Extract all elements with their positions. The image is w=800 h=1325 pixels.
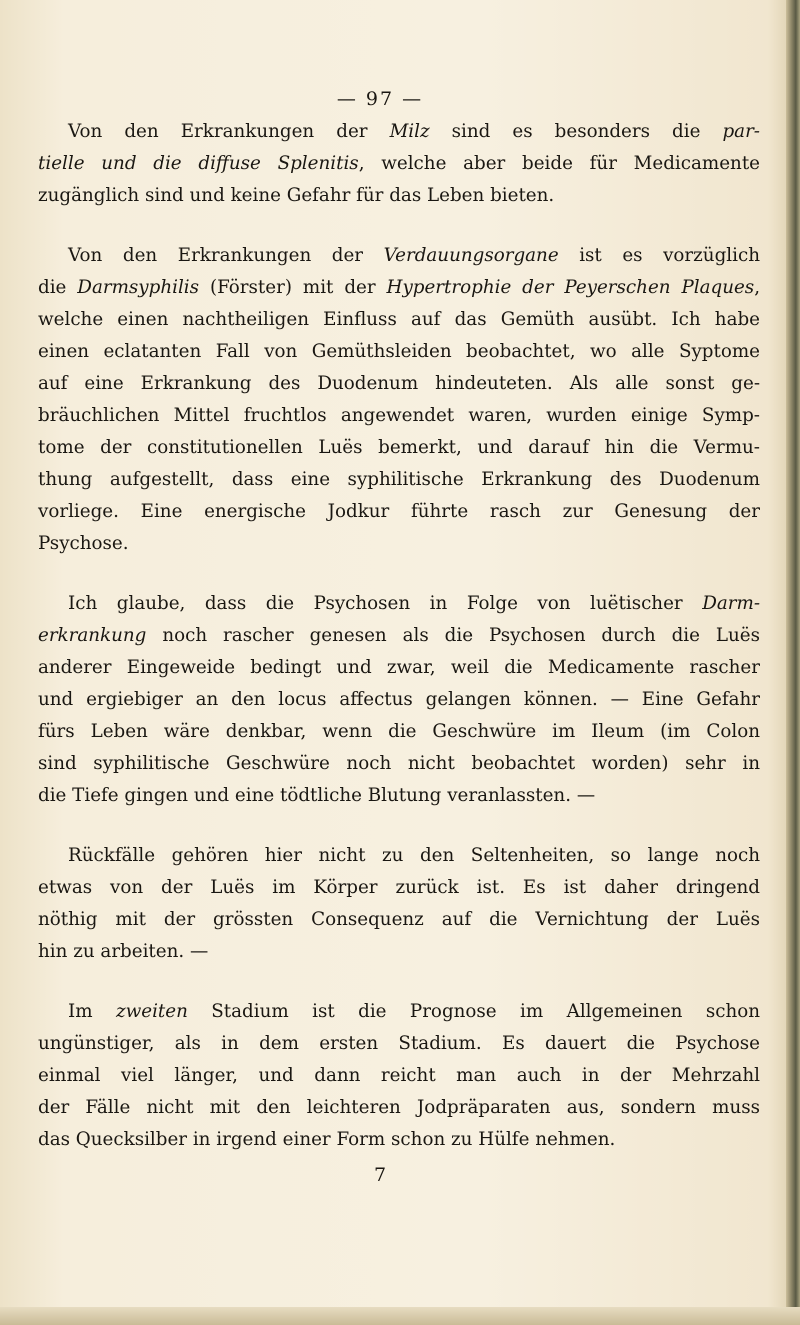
text-line [38,304,760,336]
text-line [38,464,760,496]
text-run: Von den Erkrankungen der [68,245,384,266]
text-run: einen eclatanten Fall von Gemüthsleiden beobachtet, wo alle Syptome [38,341,760,362]
text-line [38,904,760,936]
text-line [38,496,760,528]
text-run: etwas von der Luës im Körper zurück ist. Es ist daher dringend [38,877,760,898]
paragraph-rueckfaelle [38,840,760,968]
text-line [38,528,760,560]
text-line [38,996,760,1028]
signature-mark: 7 [373,1164,387,1186]
text-run: , [754,277,760,298]
text-run: die Tiefe gingen und eine tödtliche Blutung veranlassten. — [38,785,596,806]
text-run: , welche aber beide für Medicamente [358,153,760,174]
text-line [38,400,760,432]
text-run: der Fälle nicht mit den leichteren Jodpräparaten aus, sondern muss [38,1097,760,1118]
italic-term: Milz [389,121,430,142]
page-edge-right [786,0,800,1325]
text-line [38,272,760,304]
text-line [38,620,760,652]
text-run: sind syphilitische Geschwüre noch nicht beobachtet worden) sehr in [38,753,760,774]
text-line [38,240,760,272]
text-run: Im [68,1001,116,1022]
text-run: die [38,277,78,298]
italic-term: Verdauungsorgane [383,245,559,266]
text-run: Von den Erkrankungen der [68,121,390,142]
text-run: Psychose. [38,533,129,554]
text-run: Ich glaube, dass die Psychosen in Folge von luëtischer [68,593,703,614]
text-run: ist es vorzüglich [558,245,760,266]
text-line [38,748,760,780]
text-run: und ergiebiger an den locus affectus gelangen können. — Eine Gefahr [38,689,760,710]
text-line [38,588,760,620]
text-line [38,1092,760,1124]
text-line [38,336,760,368]
text-run: hin zu arbeiten. — [38,941,209,962]
text-line [38,780,760,812]
text-run: thung aufgestellt, dass eine syphilitische Erkrankung des Duodenum [38,469,760,490]
text-line [38,936,760,968]
page-number: — 97 — [336,88,424,110]
text-line [38,1028,760,1060]
italic-term: erkrankung [38,625,147,646]
text-line [38,368,760,400]
text-line [38,180,760,212]
text-line [38,1124,760,1156]
italic-term: par- [722,121,760,142]
paragraph-zweites-stadium [38,996,760,1156]
paragraph-milz [38,116,760,212]
text-run: fürs Leben wäre denkbar, wenn die Geschwüre im Ileum (im Colon [38,721,760,742]
text-run: Stadium ist die Prognose im Allgemeinen schon [187,1001,761,1022]
text-run: bräuchlichen Mittel fruchtlos angewendet waren, wurden einige Symp- [38,405,760,426]
italic-term: Hypertrophie der Peyerschen Plaques [386,277,755,298]
text-run: zugänglich sind und keine Gefahr für das Leben bieten. [38,185,555,206]
text-line [38,432,760,464]
text-line [38,840,760,872]
text-run: einmal viel länger, und dann reicht man auch in der Mehrzahl [38,1065,760,1086]
paragraph-darmerkrankung [38,588,760,812]
text-run: tome der constitutionellen Luës bemerkt, und darauf hin die Vermu- [38,437,760,458]
italic-term: Darmsyphilis [77,277,200,298]
text-run: anderer Eingeweide bedingt und zwar, weil die Medicamente rascher [38,657,760,678]
text-run: nöthig mit der grössten Consequenz auf die Vernichtung der Luës [38,909,760,930]
text-run: auf eine Erkrankung des Duodenum hindeuteten. Als alle sonst ge- [38,373,760,394]
text-line [38,872,760,904]
text-run: das Quecksilber in irgend einer Form schon zu Hülfe nehmen. [38,1129,616,1150]
text-line [38,652,760,684]
text-run: vorliege. Eine energische Jodkur führte rasch zur Genesung der [38,501,760,522]
text-run: ungünstiger, als in dem ersten Stadium. Es dauert die Psychose [38,1033,760,1054]
text-run: noch rascher genesen als die Psychosen durch die Luës [146,625,760,646]
text-line [38,684,760,716]
italic-term: zweiten [115,1001,188,1022]
text-run: welche einen nachtheiligen Einfluss auf das Gemüth ausübt. Ich habe [38,309,760,330]
text-run: Rückfälle gehören hier nicht zu den Seltenheiten, so lange noch [68,845,760,866]
page-edge-bottom [0,1307,800,1325]
text-line [38,148,760,180]
text-run: sind es besonders die [429,121,723,142]
paragraph-verdauungsorgane [38,240,760,560]
text-line [38,716,760,748]
italic-term: tielle und die diffuse Splenitis [38,153,359,174]
italic-term: Darm- [702,593,760,614]
text-line [38,116,760,148]
text-line [38,1060,760,1092]
body-text [38,116,760,1156]
text-run: (Förster) mit der [199,277,387,298]
